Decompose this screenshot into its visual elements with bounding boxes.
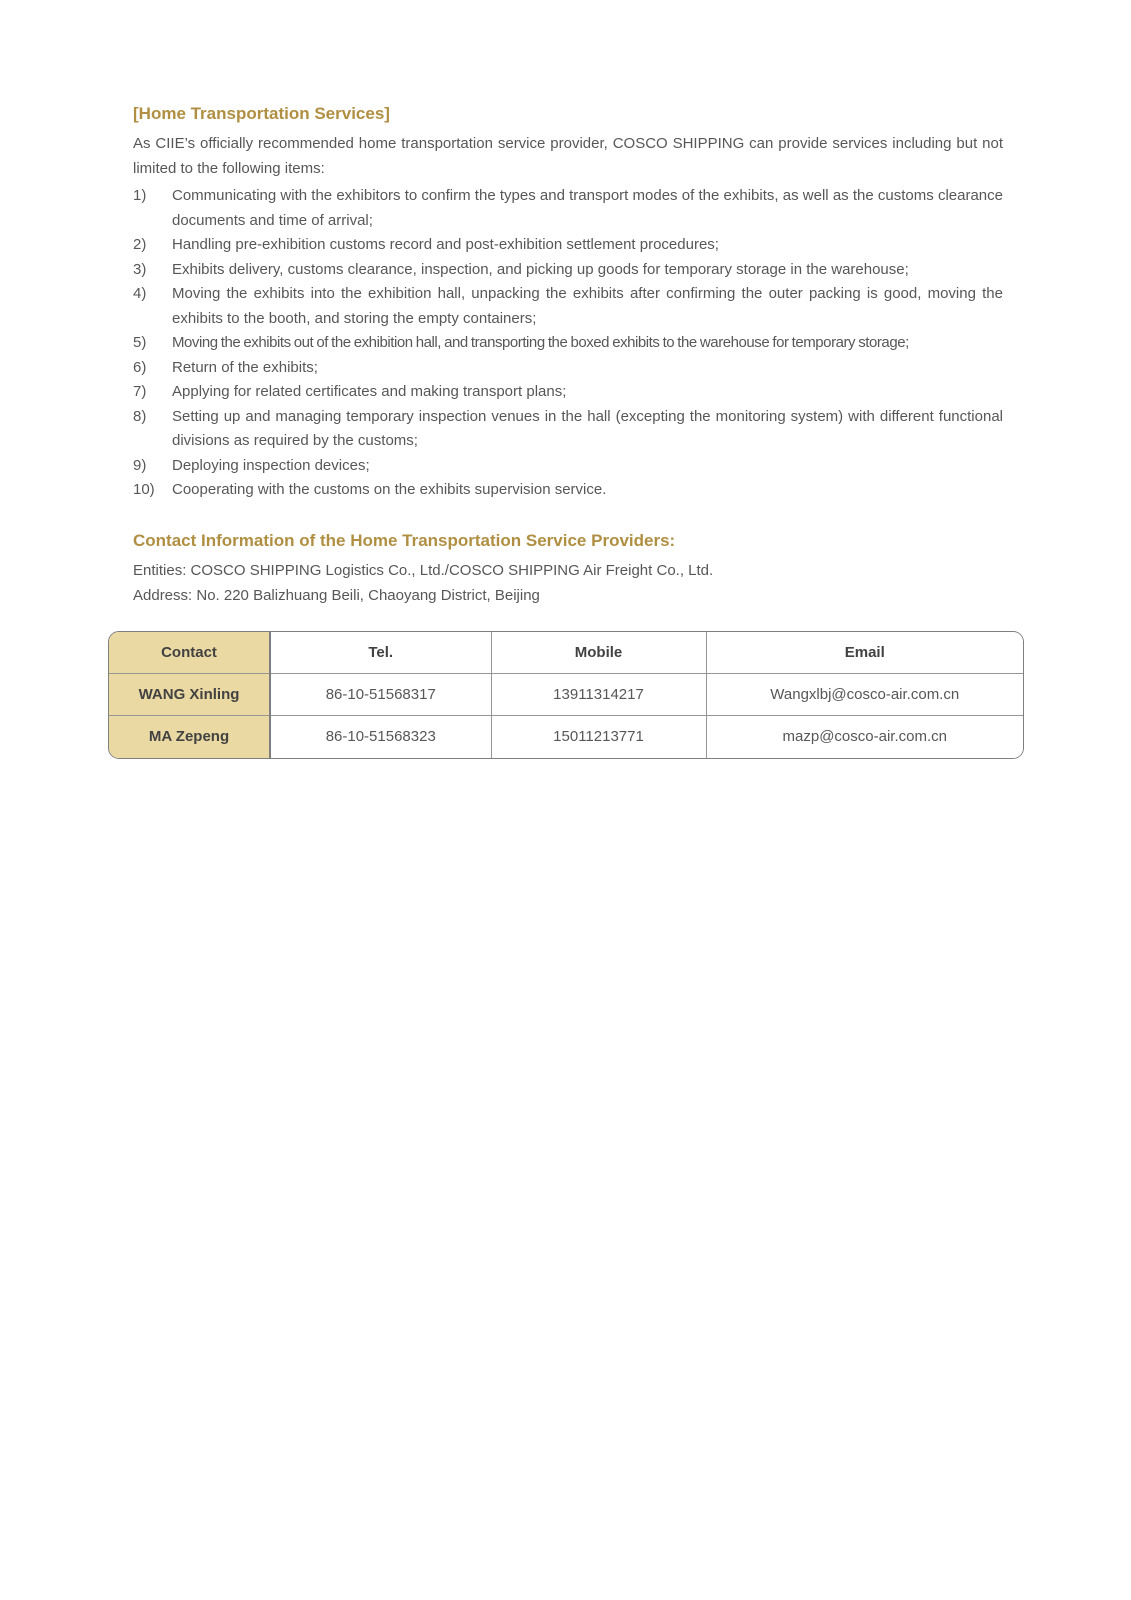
contact-table bbox=[108, 631, 1024, 759]
list-item-text: Setting up and managing temporary inspection venues in the hall (excepting the monitoring system) with different functional divisions as required by the customs; bbox=[172, 407, 1003, 449]
contact-name: MA Zepeng bbox=[109, 716, 270, 758]
list-item bbox=[133, 331, 1003, 356]
service-list bbox=[133, 184, 1003, 503]
list-item-text: Cooperating with the customs on the exhibits supervision service. bbox=[172, 481, 607, 498]
list-item-text: Handling pre-exhibition customs record and post-exhibition settlement procedures; bbox=[172, 236, 719, 253]
list-item bbox=[133, 380, 1003, 405]
list-item bbox=[133, 405, 1003, 454]
list-item bbox=[133, 258, 1003, 283]
list-item-text: Communicating with the exhibitors to confirm the types and transport modes of the exhibits, as well as the customs clearance documents and time of arrival; bbox=[172, 187, 1003, 229]
table-header-contact: Contact bbox=[109, 632, 270, 674]
contact-tel: 86-10-51568323 bbox=[270, 716, 491, 758]
entities-line: Entities: COSCO SHIPPING Logistics Co., Ltd./COSCO SHIPPING Air Freight Co., Ltd. bbox=[133, 561, 714, 579]
table-row bbox=[109, 716, 1023, 758]
contact-name: WANG Xinling bbox=[109, 674, 270, 716]
list-item-text: Return of the exhibits; bbox=[172, 358, 318, 376]
section-heading: [Home Transportation Services] bbox=[133, 104, 390, 123]
list-item bbox=[133, 282, 1003, 331]
table-header-tel: Tel. bbox=[270, 632, 491, 674]
table-header-row bbox=[109, 632, 1023, 674]
list-item-number: 1) bbox=[133, 187, 147, 204]
list-item-number: 4) bbox=[133, 285, 147, 302]
table-row bbox=[109, 674, 1023, 716]
table-header-email: Email bbox=[706, 632, 1023, 674]
list-item-number: 6) bbox=[133, 358, 147, 376]
list-item-text: Deploying inspection devices; bbox=[172, 456, 370, 474]
intro-paragraph: As CIIE’s officially recommended home transportation service provider, COSCO SHIPPING can provide services including but not limited to the following items: bbox=[133, 135, 1003, 177]
list-item-number: 3) bbox=[133, 260, 147, 278]
list-item-number: 10) bbox=[133, 481, 155, 498]
contact-mobile: 15011213771 bbox=[491, 716, 706, 758]
list-item bbox=[133, 184, 1003, 233]
list-item-text: Exhibits delivery, customs clearance, inspection, and picking up goods for temporary storage in the warehouse; bbox=[172, 260, 909, 278]
list-item-number: 2) bbox=[133, 236, 147, 253]
list-item-number: 5) bbox=[133, 334, 147, 351]
list-item-number: 7) bbox=[133, 383, 147, 400]
contact-tel: 86-10-51568317 bbox=[270, 674, 491, 716]
list-item-number: 9) bbox=[133, 456, 147, 474]
contact-mobile: 13911314217 bbox=[491, 674, 706, 716]
list-item bbox=[133, 478, 1003, 503]
address-line: Address: No. 220 Balizhuang Beili, Chaoyang District, Beijing bbox=[133, 586, 540, 604]
contact-email: mazp@cosco-air.com.cn bbox=[706, 716, 1023, 758]
table-header-mobile: Mobile bbox=[491, 632, 706, 674]
contact-heading: Contact Information of the Home Transportation Service Providers: bbox=[133, 530, 676, 550]
list-item bbox=[133, 233, 1003, 258]
list-item-number: 8) bbox=[133, 407, 147, 425]
list-item-text: Applying for related certificates and making transport plans; bbox=[172, 383, 567, 400]
list-item-text: Moving the exhibits into the exhibition hall, unpacking the exhibits after confirming the outer packing is good, moving the exhibits to the booth, and storing the empty containers; bbox=[172, 285, 1003, 327]
list-item bbox=[133, 356, 1003, 381]
list-item bbox=[133, 454, 1003, 479]
contact-email: Wangxlbj@cosco-air.com.cn bbox=[706, 674, 1023, 716]
list-item-text: Moving the exhibits out of the exhibition hall, and transporting the boxed exhibits to the warehouse for temporary storage; bbox=[172, 334, 909, 351]
